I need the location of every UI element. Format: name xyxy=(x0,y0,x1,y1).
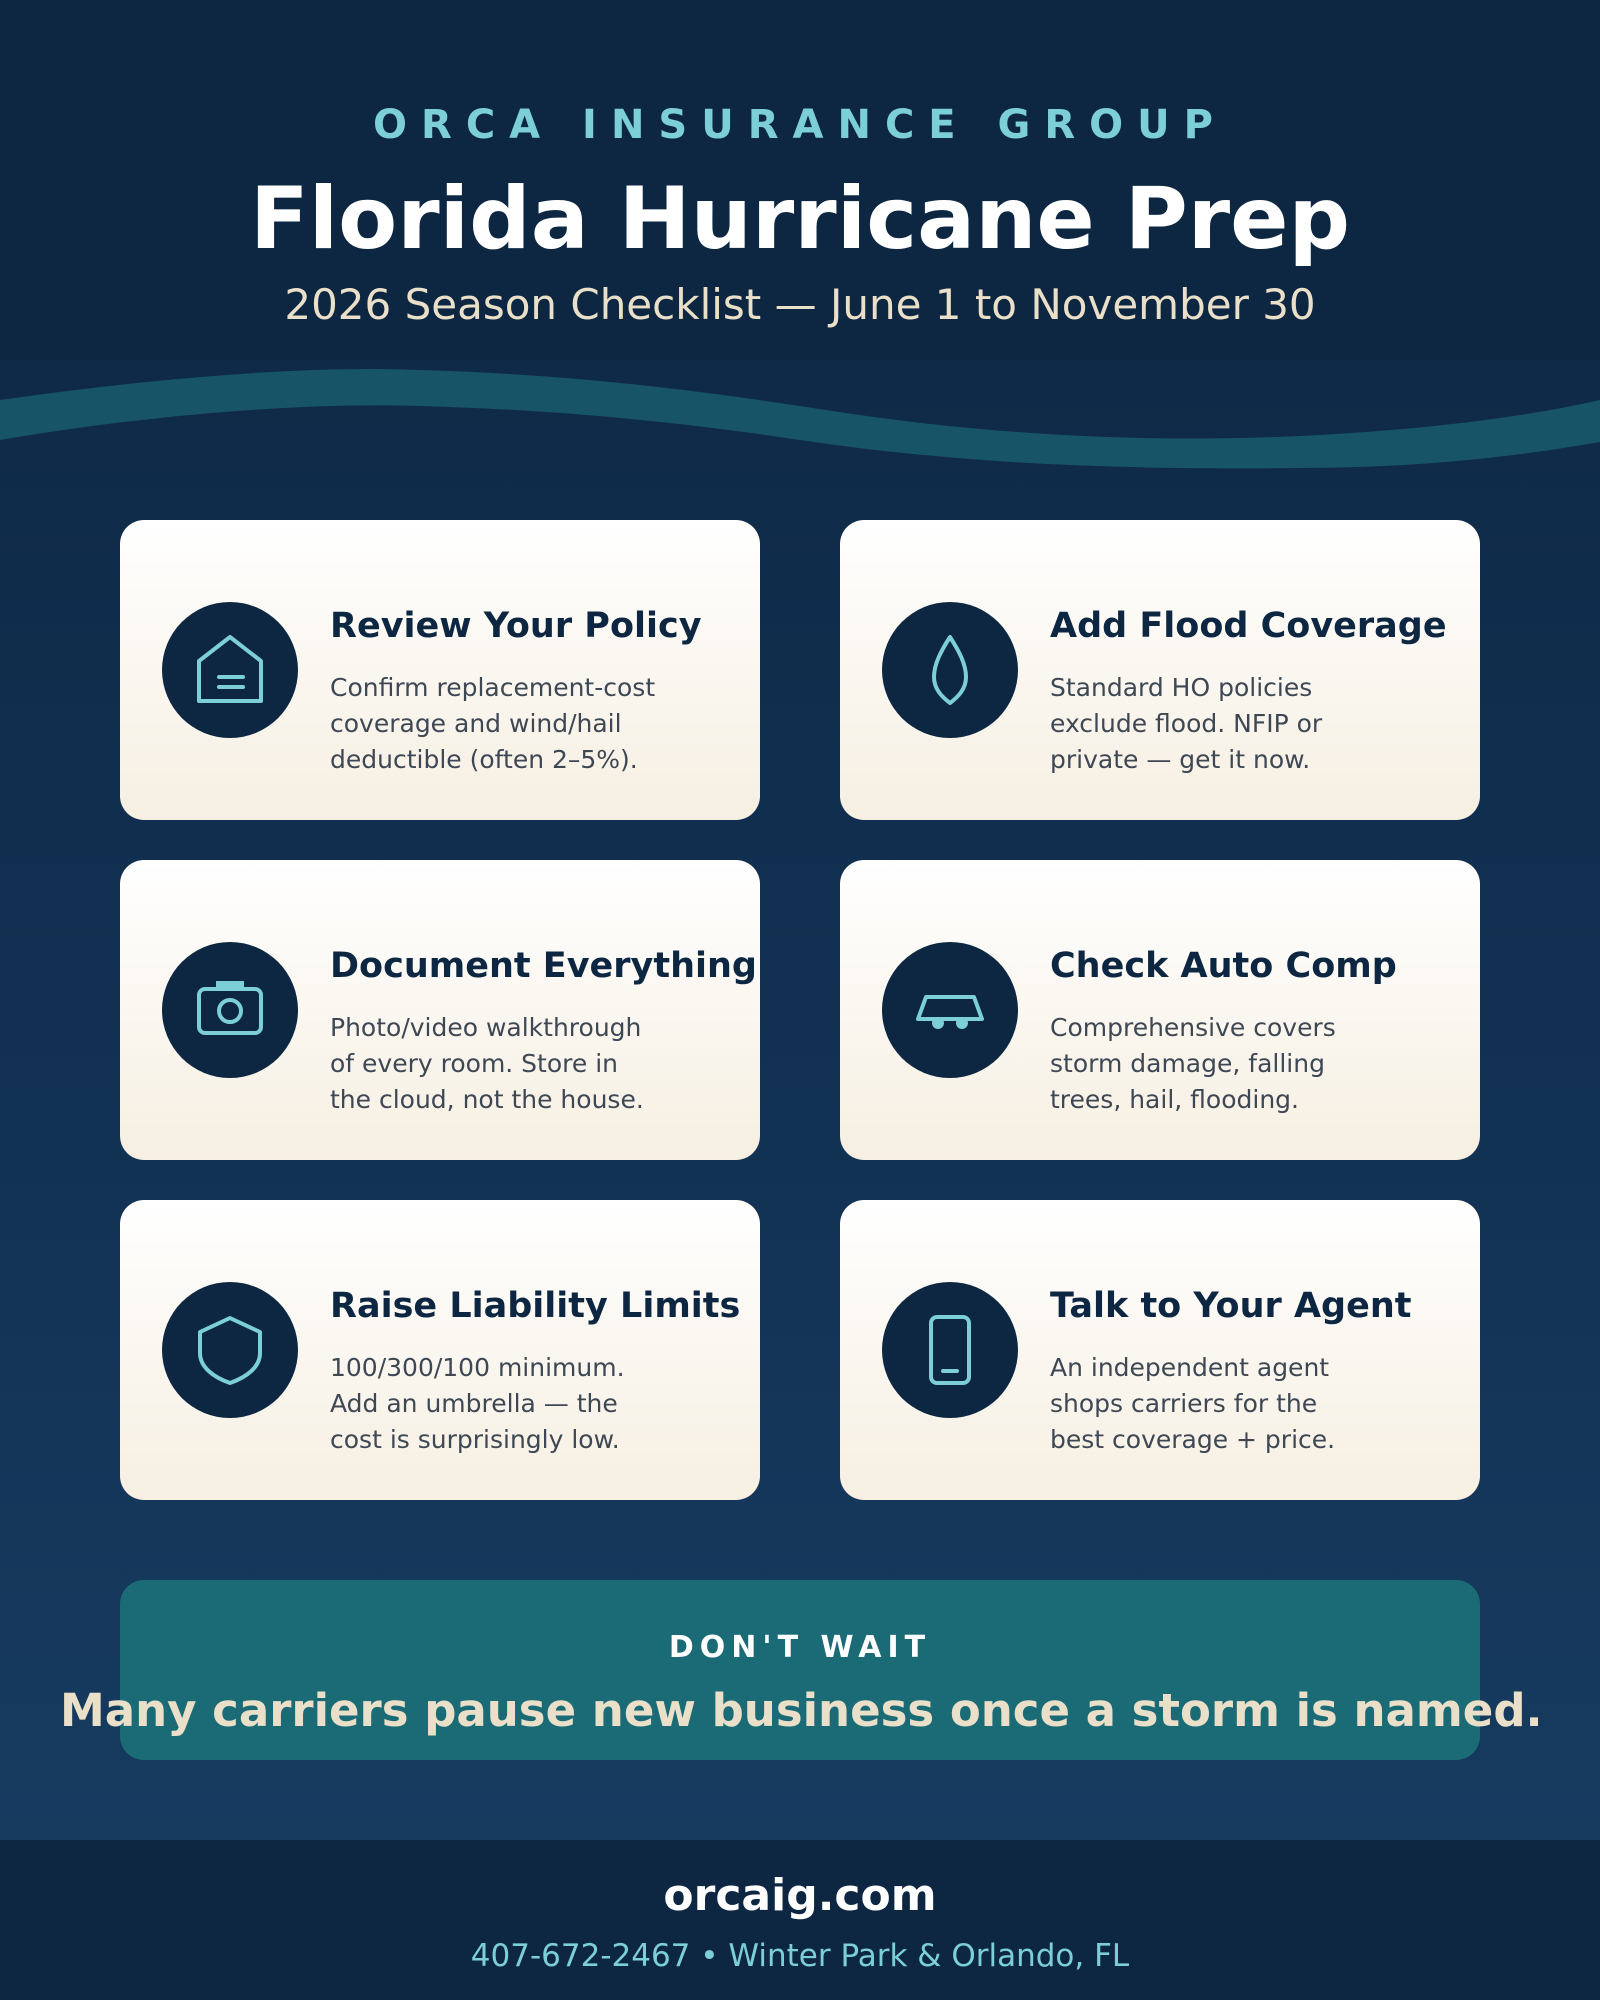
card-title: Check Auto Comp xyxy=(1050,946,1397,986)
page-title: Florida Hurricane Prep xyxy=(249,169,1351,269)
house-icon xyxy=(195,635,265,705)
card-title: Review Your Policy xyxy=(330,606,702,646)
card-title: Talk to Your Agent xyxy=(1050,1286,1412,1326)
car-icon xyxy=(915,975,985,1045)
cta-banner xyxy=(60,1580,1543,1760)
card-document-everything xyxy=(120,860,760,1160)
cta-message: Many carriers pause new business once a storm is named. xyxy=(60,1684,1543,1737)
card-liability-limits xyxy=(120,1200,760,1500)
card-auto-comp xyxy=(840,860,1480,1160)
icon-badge xyxy=(162,1282,298,1418)
shield-icon xyxy=(195,1315,265,1385)
camera-icon xyxy=(195,975,265,1045)
card-talk-to-agent xyxy=(840,1200,1480,1500)
card-description: Comprehensive covers storm damage, falling trees, hail, flooding. xyxy=(1050,1013,1336,1114)
card-description: 100/300/100 minimum. Add an umbrella — the cost is surprisingly low. xyxy=(330,1353,625,1454)
brand-name: ORCA INSURANCE GROUP xyxy=(373,102,1227,148)
card-flood-coverage xyxy=(840,520,1480,820)
cta-label: DON'T WAIT xyxy=(668,1630,932,1665)
icon-badge xyxy=(882,942,1018,1078)
card-title: Add Flood Coverage xyxy=(1050,606,1447,646)
icon-badge xyxy=(882,1282,1018,1418)
footer xyxy=(0,1840,1600,2000)
icon-badge xyxy=(882,602,1018,738)
icon-badge xyxy=(162,942,298,1078)
card-description: Standard HO policies exclude flood. NFIP or private — get it now. xyxy=(1050,673,1323,774)
phone-icon xyxy=(915,1315,985,1385)
card-description: Photo/video walkthrough of every room. Store in the cloud, not the house. xyxy=(330,1013,644,1114)
water-drop-icon xyxy=(915,635,985,705)
card-description: An independent agent shops carriers for the best coverage + price. xyxy=(1050,1353,1336,1454)
contact-info: 407-672-2467 • Winter Park & Orlando, FL xyxy=(470,1938,1130,1974)
icon-badge xyxy=(162,602,298,738)
page-subtitle: 2026 Season Checklist — June 1 to November 30 xyxy=(284,280,1316,329)
header xyxy=(0,0,1600,360)
website-link[interactable]: orcaig.com xyxy=(663,1870,937,1921)
wave-divider xyxy=(0,360,1600,490)
card-review-policy xyxy=(120,520,760,820)
card-title: Raise Liability Limits xyxy=(330,1286,741,1326)
card-title: Document Everything xyxy=(330,946,757,986)
card-description: Confirm replacement-cost coverage and wind/hail deductible (often 2–5%). xyxy=(330,673,656,774)
